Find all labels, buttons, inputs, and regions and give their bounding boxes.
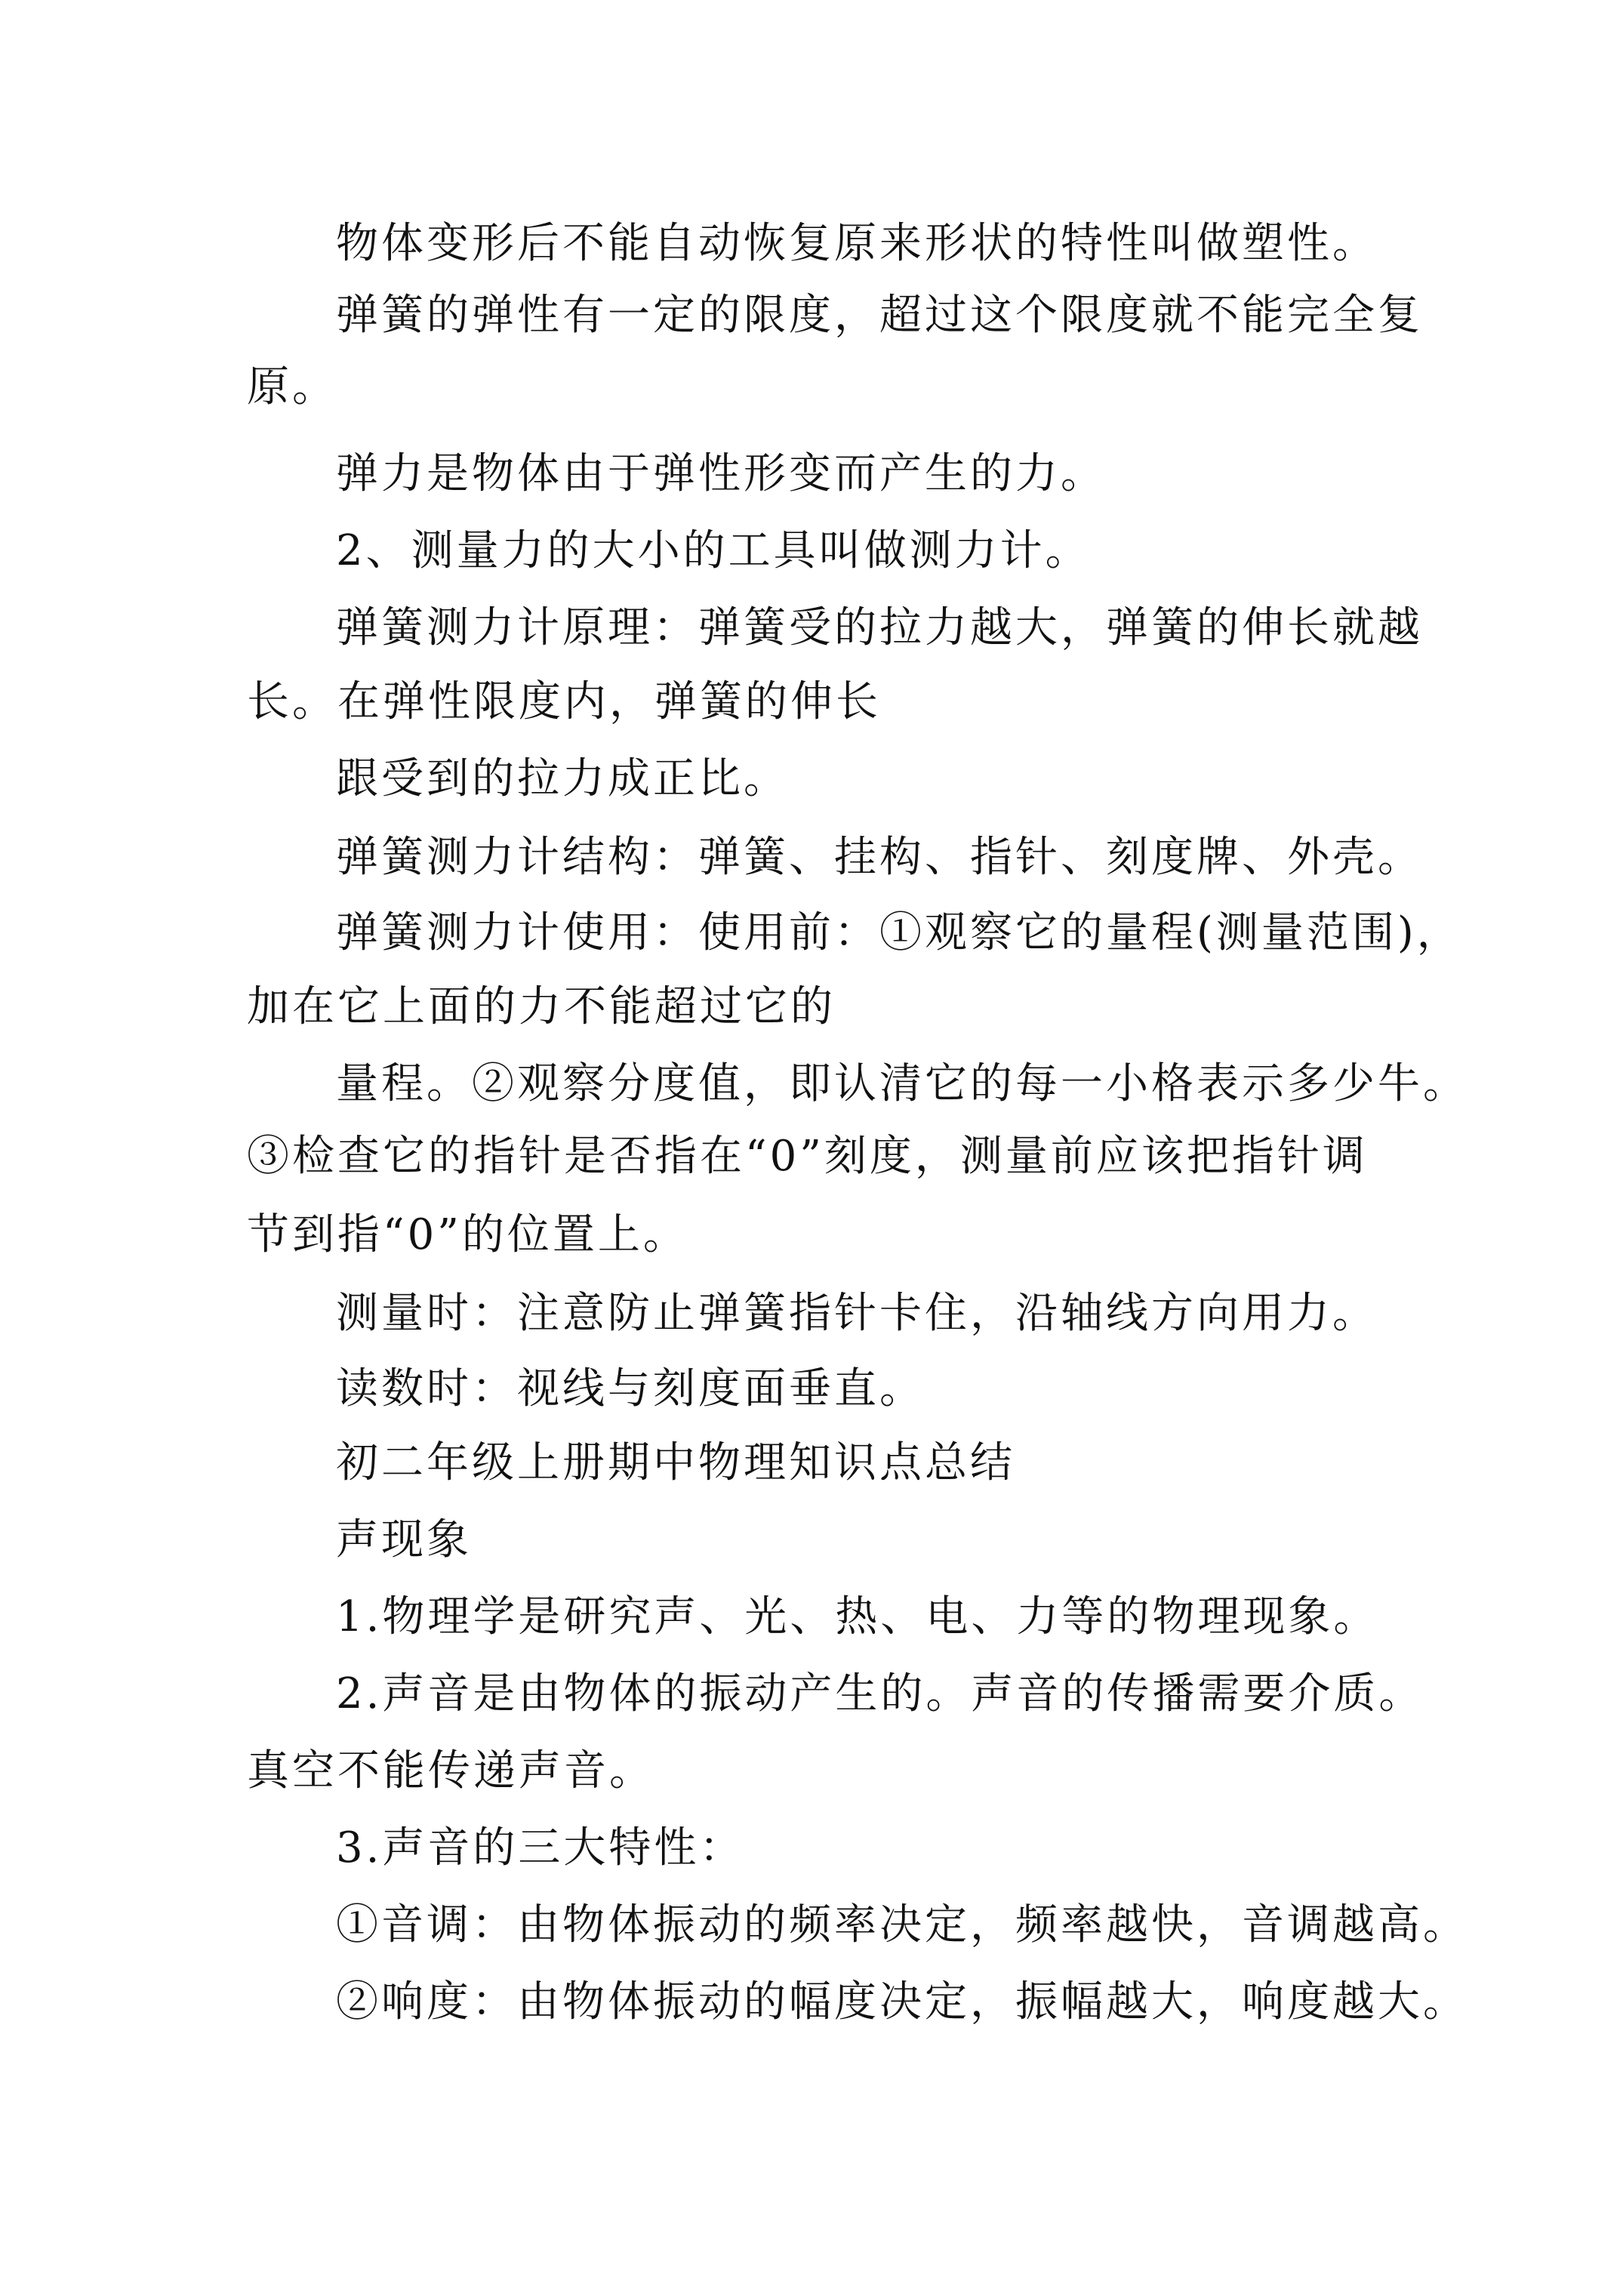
text-line-division-value: 量程。②观察分度值，即认清它的每一小格表示多少牛。 bbox=[336, 1059, 1468, 1108]
section-heading: 初二年级上册期中物理知识点总结 bbox=[336, 1438, 1015, 1487]
text-line-zero-check: ③检查它的指针是否指在“0”刻度，测量前应该把指针调 bbox=[247, 1132, 1368, 1181]
text-line-meter-principle: 弹簧测力计原理：弹簧受的拉力越大，弹簧的伸长就越 bbox=[336, 603, 1423, 652]
text-line-force-meter: 2、测量力的大小的工具叫做测力计。 bbox=[336, 526, 1091, 575]
text-line-point-2: 2.声音是由物体的振动产生的。声音的传播需要介质。 bbox=[336, 1669, 1424, 1718]
text-line-elastic-force: 弹力是物体由于弹性形变而产生的力。 bbox=[336, 449, 1106, 498]
text-line-meter-structure: 弹簧测力计结构：弹簧、挂构、指针、刻度牌、外壳。 bbox=[336, 833, 1423, 882]
text-line-plasticity: 物体变形后不能自动恢复原来形状的特性叫做塑性。 bbox=[336, 219, 1378, 268]
text-line-proportional: 跟受到的拉力成正比。 bbox=[336, 754, 789, 803]
text-line-zero-check-cont: 节到指“0”的位置上。 bbox=[247, 1210, 688, 1259]
text-line-point-2-cont: 真空不能传递声音。 bbox=[247, 1746, 654, 1795]
text-line-pitch: ①音调：由物体振动的频率决定，频率越快，音调越高。 bbox=[336, 1900, 1468, 1949]
text-line-elastic-limit: 弹簧的弹性有一定的限度，超过这个限度就不能完全复 bbox=[336, 291, 1423, 340]
text-line-meter-principle-cont: 长。在弹性限度内，弹簧的伸长 bbox=[247, 677, 881, 726]
text-line-loudness: ②响度：由物体振动的幅度决定，振幅越大，响度越大。 bbox=[336, 1977, 1468, 2026]
text-line-measuring: 测量时：注意防止弹簧指针卡住，沿轴线方向用力。 bbox=[336, 1289, 1378, 1338]
subsection-heading: 声现象 bbox=[336, 1515, 472, 1564]
text-line-meter-usage-cont: 加在它上面的力不能超过它的 bbox=[247, 982, 836, 1031]
text-line-meter-usage: 弹簧测力计使用：使用前：①观察它的量程(测量范围)， bbox=[336, 908, 1462, 957]
text-line-point-3: 3.声音的三大特性： bbox=[336, 1823, 745, 1872]
text-line-reading: 读数时：视线与刻度面垂直。 bbox=[336, 1364, 925, 1413]
text-line-elastic-limit-cont: 原。 bbox=[247, 362, 337, 411]
text-line-point-1: 1.物理学是研究声、光、热、电、力等的物理现象。 bbox=[336, 1592, 1379, 1641]
